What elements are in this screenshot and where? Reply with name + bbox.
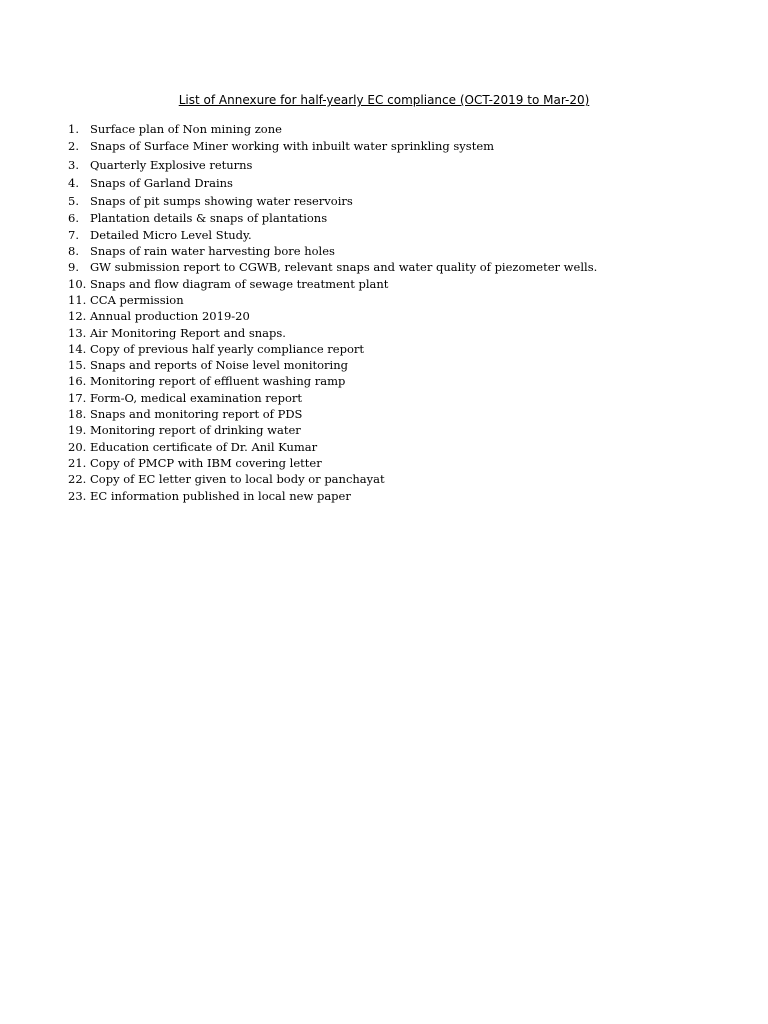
item-text: Detailed Micro Level Study. [90, 227, 252, 242]
item-number: 21. [68, 455, 87, 470]
item-text: Air Monitoring Report and snaps. [90, 325, 286, 340]
item-number: 8. [68, 244, 79, 259]
item-number: 23. [68, 488, 87, 503]
list-item [0, 488, 768, 504]
list-item [0, 455, 768, 471]
item-text: Snaps of pit sumps showing water reservoirs [90, 194, 353, 209]
item-text: Monitoring report of effluent washing ramp [90, 374, 346, 389]
list-item [0, 156, 768, 174]
list-item [0, 227, 768, 243]
item-number: 18. [68, 407, 87, 422]
list-item [0, 174, 768, 192]
item-text: Snaps of rain water harvesting bore holes [90, 244, 335, 259]
item-number: 15. [68, 358, 87, 373]
item-number: 13. [68, 325, 87, 340]
item-text: Copy of PMCP with IBM covering letter [90, 455, 322, 470]
item-number: 17. [68, 390, 87, 405]
list-item [0, 373, 768, 389]
list-item [0, 406, 768, 422]
item-text: Copy of previous half yearly compliance report [90, 341, 364, 356]
item-text: EC information published in local new paper [90, 488, 351, 503]
list-item [0, 210, 768, 226]
item-text: Snaps and monitoring report of PDS [90, 407, 303, 422]
item-text: Snaps and flow diagram of sewage treatment plant [90, 276, 389, 291]
list-item [0, 439, 768, 455]
item-number: 4. [68, 175, 79, 190]
list-item [0, 243, 768, 259]
list-item [0, 276, 768, 292]
item-number: 20. [68, 439, 87, 454]
list-item [0, 308, 768, 324]
item-text: Snaps and reports of Noise level monitoring [90, 358, 348, 373]
item-number: 14. [68, 341, 87, 356]
item-text: GW submission report to CGWB, relevant snaps and water quality of piezometer wells. [90, 260, 598, 275]
item-text: Quarterly Explosive returns [90, 157, 253, 172]
item-number: 3. [68, 157, 79, 172]
list-item [0, 325, 768, 341]
item-text: Copy of EC letter given to local body or panchayat [90, 472, 385, 487]
item-number: 11. [68, 292, 87, 307]
list-item [0, 357, 768, 373]
item-number: 19. [68, 423, 87, 438]
item-text: Monitoring report of drinking water [90, 423, 301, 438]
list-item [0, 390, 768, 406]
document-title: List of Annexure for half-yearly EC compliance (OCT-2019 to Mar-20) [178, 93, 590, 107]
item-text: Education certificate of Dr. Anil Kumar [90, 439, 318, 454]
list-item [0, 259, 768, 275]
item-number: 9. [68, 260, 79, 275]
item-number: 7. [68, 227, 79, 242]
item-number: 6. [68, 211, 79, 226]
item-text: Surface plan of Non mining zone [90, 122, 282, 136]
item-number: 5. [68, 194, 79, 209]
item-number: 2. [68, 139, 79, 154]
annexure-list [0, 121, 768, 504]
list-item [0, 137, 768, 155]
item-text: Form-O, medical examination report [90, 390, 302, 405]
list-item [0, 121, 768, 137]
item-number: 1. [68, 122, 79, 136]
item-text: Annual production 2019-20 [90, 309, 250, 324]
item-text: Snaps of Garland Drains [90, 175, 233, 190]
list-item [0, 471, 768, 487]
item-text: Snaps of Surface Miner working with inbuilt water sprinkling system [90, 139, 495, 154]
item-number: 22. [68, 472, 87, 487]
list-item [0, 422, 768, 438]
item-number: 10. [68, 276, 87, 291]
item-number: 16. [68, 374, 87, 389]
item-number: 12. [68, 309, 87, 324]
item-text: CCA permission [90, 292, 184, 307]
item-text: Plantation details & snaps of plantations [90, 211, 328, 226]
list-item [0, 341, 768, 357]
list-item [0, 292, 768, 308]
list-item [0, 192, 768, 210]
